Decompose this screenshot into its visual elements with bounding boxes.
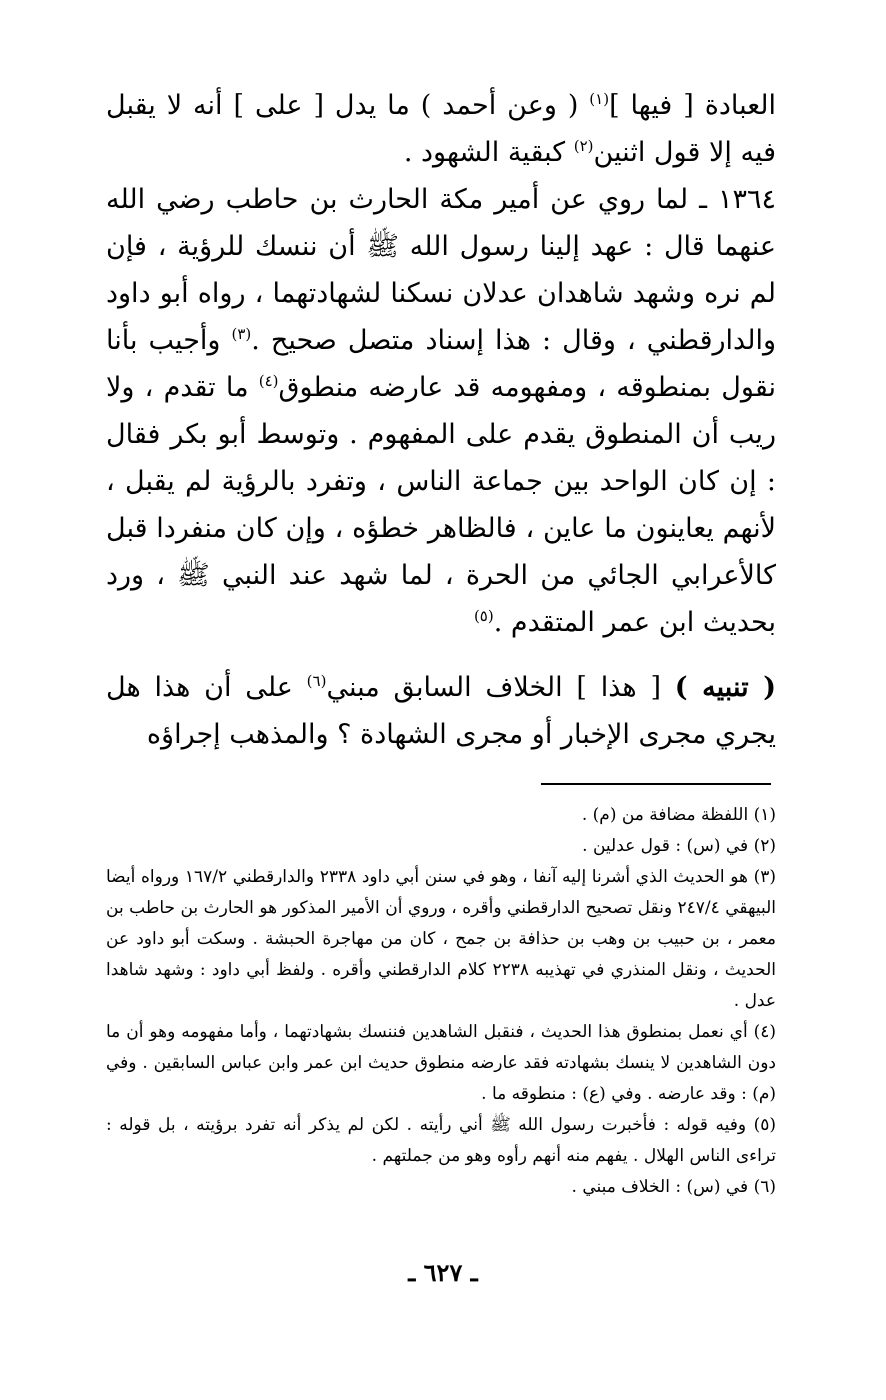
- footnote-ref-1[interactable]: (١): [589, 90, 610, 108]
- footnote-divider: [541, 783, 771, 785]
- entry-number: ١٣٦٤ ـ: [699, 184, 776, 215]
- paragraph-intro: [106, 82, 776, 176]
- footnote-3: (٣) هو الحديث الذي أشرنا إليه آنفا ، وهو في سنن أبي داود ٢٣٣٨ والدارقطني ١٦٧/٢ ورواه أيضا البيهقي ٢٤٧/٤ ونقل تصحيح الدارقطني وأقره ، وروي أن الأمير المذكور هو الحارث بن حاطب بن معمر ، بن حبيب بن وهب بن حذافة بن جمح ، كان من مهاجرة الحبشة . وسكت أبو داود عن الحديث ، ونقل المنذري في تهذيبه ٢٢٣٨ كلام الدارقطني وأقره . ولفظ أبي داود : وشهد شاهدا عدل .: [106, 867, 776, 1011]
- entry-1364: [106, 176, 776, 646]
- footnote-ref-5[interactable]: (٥): [473, 607, 494, 625]
- footnote-6: (٦) في (س) : الخلاف مبني .: [571, 1177, 776, 1197]
- note-text-2: على أن هذا هل يجري مجرى الإخبار أو مجرى الشهادة ؟ والمذهب إجراؤه: [106, 672, 776, 750]
- note-label: ( تنبيه ): [674, 672, 776, 703]
- footnote-4: (٤) أي نعمل بمنطوق هذا الحديث ، فنقبل الشاهدين فننسك بشهادتهما ، وأما مفهومه وهو أن ما دون الشاهدين لا ينسك بشهادته فقد عارضه منطوق حديث ابن عمر وابن عباس السابقين . وفي (م) : وقد عارضه . وفي (ع) : منطوقه ما .: [106, 1022, 776, 1104]
- main-text: [106, 82, 776, 758]
- page-number: ـ ٦٢٧ ـ: [408, 1258, 478, 1287]
- entry-text-3: ما تقدم ، ولا ريب أن المنطوق يقدم على المفهوم . وتوسط أبو بكر فقال : إن كان الواحد بين جماعة الناس ، وتفرد بالرؤية لم يقبل ، لأنهم يعاينون ما عاين ، فالظاهر خطؤه ، وإن كان منفردا قبل كالأعرابي الجائي من الحرة ، لما شهد عند النبي ﷺ ، ورد بحديث ابن عمر المتقدم .: [106, 372, 776, 638]
- footnote-ref-4[interactable]: (٤): [258, 372, 279, 390]
- note-paragraph: [106, 664, 776, 758]
- entry-text-2: وأجيب بأنا نقول بمنطوقه ، ومفهومه قد عارضه منطوق: [106, 325, 777, 403]
- intro-text-1: العبادة [ فيها ]: [609, 90, 776, 121]
- footnote-ref-3[interactable]: (٣): [231, 325, 252, 343]
- intro-text-3: كبقية الشهود .: [403, 137, 574, 168]
- note-text-1: [ هذا ] الخلاف السابق مبني: [326, 672, 675, 703]
- intro-text-2: ( وعن أحمد ) ما يدل [ على ] أنه لا يقبل فيه إلا قول اثنين: [106, 90, 776, 168]
- footnote-1: (١) اللفظة مضافة من (م) .: [581, 805, 776, 825]
- footnote-ref-6[interactable]: (٦): [306, 672, 327, 690]
- footnotes: [106, 800, 776, 1203]
- entry-text-1: لما روي عن أمير مكة الحارث بن حاطب رضي الله عنهما قال : عهد إلينا رسول الله ﷺ أن ننسك للرؤية ، فإن لم نره وشهد شاهدان عدلان نسكنا لشهادتهما ، رواه أبو داود والدارقطني ، وقال : هذا إسناد متصل صحيح .: [106, 184, 776, 356]
- footnote-ref-2[interactable]: (٢): [573, 137, 594, 155]
- footnote-5: (٥) وفيه قوله : فأخبرت رسول الله ﷺ أني رأيته . لكن لم يذكر أنه تفرد برؤيته ، بل قوله : تراءى الناس الهلال . يفهم منه أنهم رأوه وهو من جملتهم .: [106, 1115, 776, 1166]
- footnote-2: (٢) في (س) : قول عدلين .: [582, 836, 776, 856]
